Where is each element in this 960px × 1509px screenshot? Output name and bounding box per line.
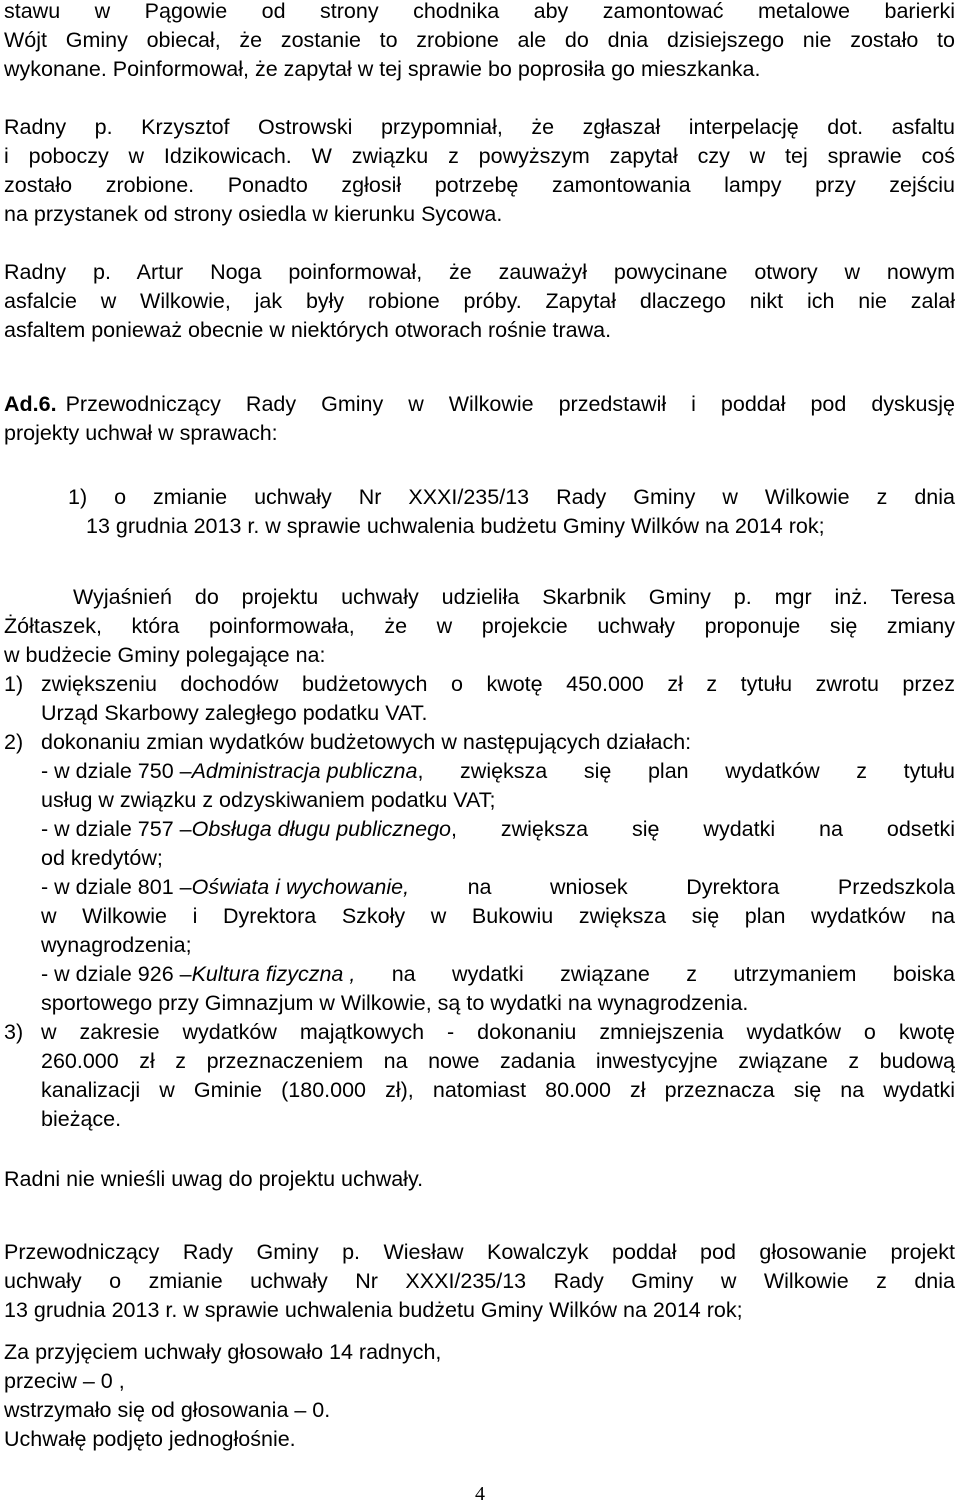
text-line: usług w związku z odzyskiwaniem podatku VAT;	[41, 788, 496, 812]
text-line	[41, 874, 955, 900]
text-line: i poboczy w Idzikowicach. W związku z powyższym zapytał czy w tej sprawie coś	[4, 144, 955, 168]
text-line: Radny p. Krzysztof Ostrowski przypomniał, że zgłaszał interpelację dot. asfaltu	[4, 115, 955, 139]
text-line: Uchwałę podjęto jednogłośnie.	[4, 1427, 296, 1451]
text-line: asfaltem ponieważ obecnie w niektórych otworach rośnie trawa.	[4, 318, 612, 342]
text-line: 13 grudnia 2013 r. w sprawie uchwalenia budżetu Gminy Wilków na 2014 rok;	[4, 1298, 743, 1322]
text-span: na wniosek Dyrektora Przedszkola	[409, 875, 955, 899]
text-line: Radni nie wnieśli uwag do projektu uchwały.	[4, 1167, 424, 1191]
dept-name: Obsługa długu publicznego	[191, 817, 451, 841]
page-number: 4	[475, 1483, 485, 1505]
text-line	[41, 816, 955, 842]
text-line: Wójt Gminy obiecał, że zostanie to zrobione ale do dnia dzisiejszego nie zostało to	[4, 28, 955, 52]
text-line: Urząd Skarbowy zaległego podatku VAT.	[41, 701, 428, 725]
text-line: projekty uchwał w sprawach:	[4, 421, 278, 445]
text-span: , zwiększa się wydatki na odsetki	[450, 817, 955, 841]
text-line: kanalizacji w Gminie (180.000 zł), natomiast 80.000 zł przeznacza się na wydatki	[41, 1078, 955, 1102]
dept-name: Oświata i wychowanie,	[191, 875, 410, 899]
dept-label: - w dziale 757 –	[41, 817, 192, 841]
text-line	[41, 961, 955, 987]
text-line: Radny p. Artur Noga poinformował, że zauważył powycinane otwory w nowym	[4, 260, 955, 284]
text-line: stawu w Pągowie od strony chodnika aby zamontować metalowe barierki	[4, 0, 955, 23]
text-line: zostało zrobione. Ponadto zgłosił potrzebę zamontowania lampy przy zejściu	[4, 173, 955, 197]
dept-label: - w dziale 926 –	[41, 962, 192, 986]
text-line: zwiększeniu dochodów budżetowych o kwotę 450.000 zł z tytułu zwrotu przez	[41, 672, 955, 696]
text-line: wykonane. Poinformował, że zapytał w tej sprawie bo poprosiła go mieszkanka.	[4, 57, 761, 81]
text-line: w Wilkowie i Dyrektora Szkoły w Bukowiu zwiększa się plan wydatków na	[41, 904, 955, 928]
agenda-item-label: Ad.6.	[4, 392, 57, 416]
text-line: przeciw – 0 ,	[4, 1369, 125, 1393]
text-span: na wydatki związane z utrzymaniem boiska	[355, 962, 955, 986]
dept-name: Administracja publiczna	[191, 759, 418, 783]
agenda-item-heading	[4, 391, 955, 417]
dept-name: Kultura fizyczna ,	[191, 962, 356, 986]
text-line: asfalcie w Wilkowie, jak były robione próby. Zapytał dlaczego nikt ich nie zalał	[4, 289, 955, 313]
text-line: sportowego przy Gimnazjum w Wilkowie, są to wydatki na wynagrodzenia.	[41, 991, 749, 1015]
list-number: 1)	[4, 672, 24, 696]
text-line	[41, 758, 955, 784]
text-line: 13 grudnia 2013 r. w sprawie uchwalenia budżetu Gminy Wilków na 2014 rok;	[86, 514, 825, 538]
list-number: 2)	[4, 730, 24, 754]
text-span: , zwiększa się plan wydatków z tytułu	[417, 759, 955, 783]
dept-label: - w dziale 750 –	[41, 759, 192, 783]
text-line: dokonaniu zmian wydatków budżetowych w następujących działach:	[41, 730, 692, 754]
text-line: Przewodniczący Rady Gminy p. Wiesław Kowalczyk poddał pod głosowanie projekt	[4, 1240, 955, 1264]
text-line: od kredytów;	[41, 846, 163, 870]
text-line: Wyjaśnień do projektu uchwały udzieliła Skarbnik Gminy p. mgr inż. Teresa	[73, 585, 955, 609]
list-number: 3)	[4, 1020, 24, 1044]
text-line: w zakresie wydatków majątkowych - dokonaniu zmniejszenia wydatków o kwotę	[41, 1020, 955, 1044]
text-line: wstrzymało się od głosowania – 0.	[4, 1398, 331, 1422]
text-line: 260.000 zł z przeznaczeniem na nowe zadania inwestycyjne związane z budową	[41, 1049, 955, 1073]
text-line: Żółtaszek, która poinformowała, że w projekcie uchwały proponuje się zmiany	[4, 614, 955, 638]
text-line: w budżecie Gminy polegające na:	[4, 643, 326, 667]
text-line: bieżące.	[41, 1107, 122, 1131]
text-line: Za przyjęciem uchwały głosowało 14 radnych,	[4, 1340, 442, 1364]
text-line: uchwały o zmianie uchwały Nr XXXI/235/13 Rady Gminy w Wilkowie z dnia	[4, 1269, 955, 1293]
text-line: Przewodniczący Rady Gminy w Wilkowie przedstawił i poddał pod dyskusję	[65, 392, 955, 416]
resolution-item: 1) o zmianie uchwały Nr XXXI/235/13 Rady Gminy w Wilkowie z dnia	[68, 485, 955, 509]
dept-label: - w dziale 801 –	[41, 875, 192, 899]
text-line: na przystanek od strony osiedla w kierunku Sycowa.	[4, 202, 503, 226]
text-line: wynagrodzenia;	[41, 933, 192, 957]
